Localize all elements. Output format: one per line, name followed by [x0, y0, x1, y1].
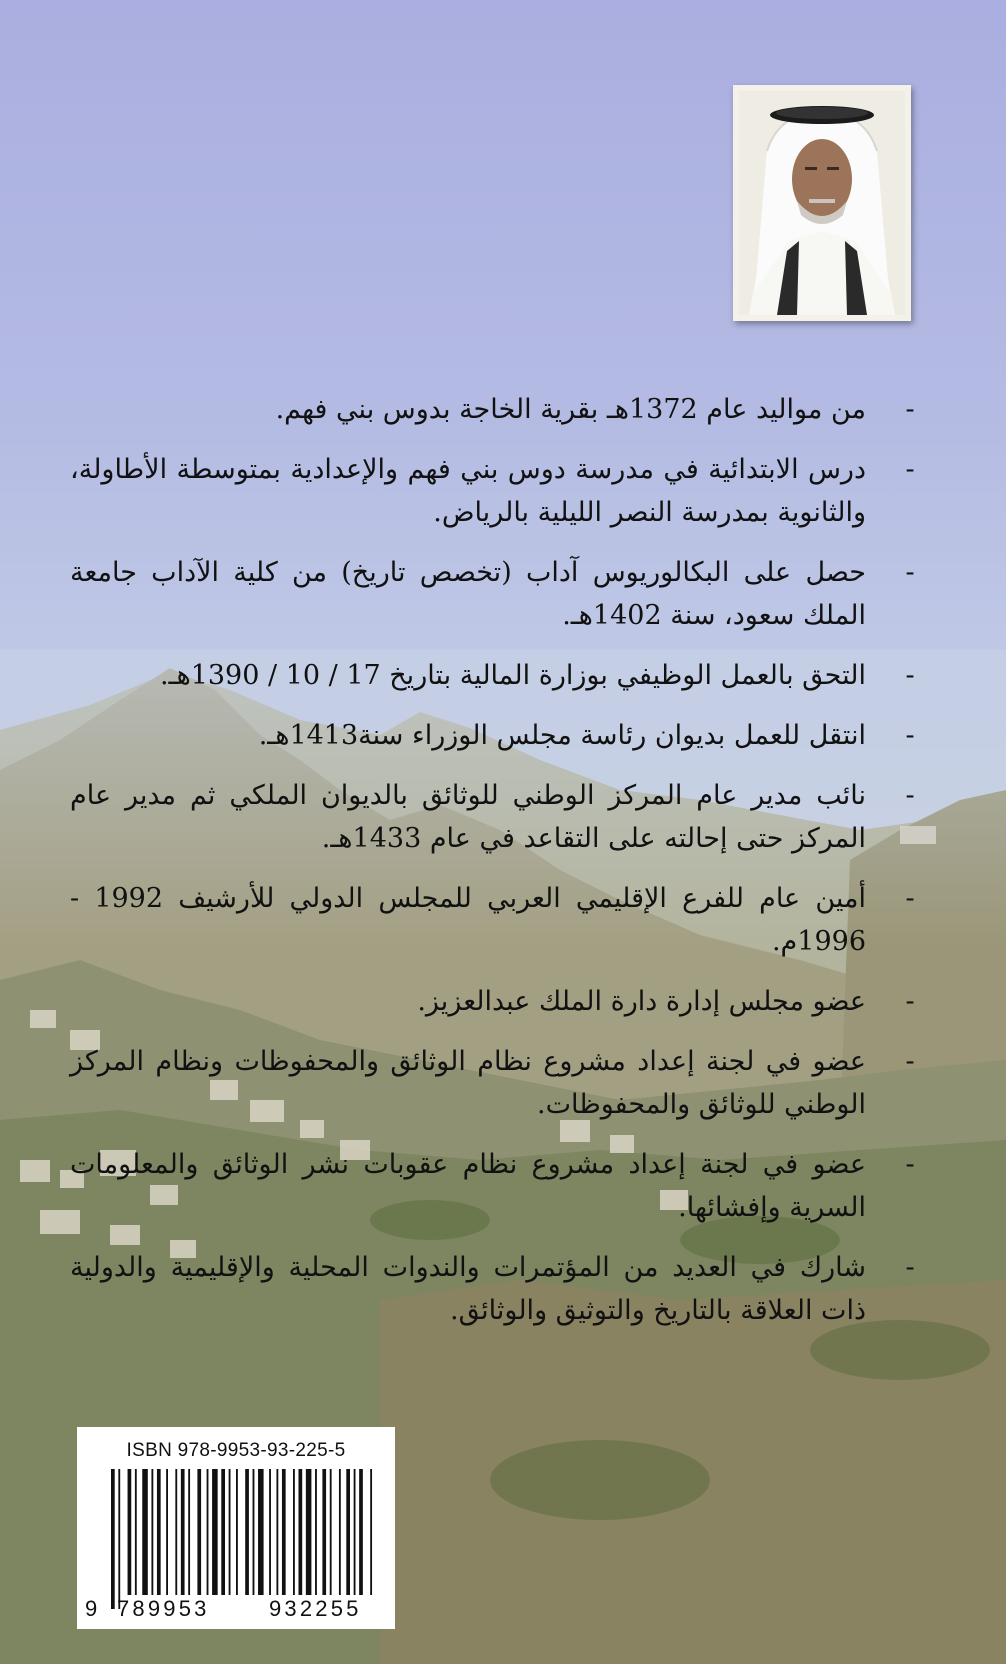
barcode-bar: [118, 1469, 120, 1609]
bio-item-schooling: [70, 448, 920, 534]
bio-item-penalties-committee: [70, 1143, 920, 1229]
barcode-digits-left: 789953: [117, 1596, 210, 1621]
bio-item-darah-board: [70, 980, 920, 1023]
bullet-dash: -: [905, 1252, 915, 1283]
barcode-bar: [299, 1469, 303, 1595]
barcode-bar: [245, 1469, 249, 1595]
barcode-bar: [197, 1469, 201, 1595]
barcode-bar: [306, 1469, 312, 1595]
barcode-bar: [359, 1469, 363, 1595]
bio-item-text: من مواليد عام 1372هـ بقرية الخاجة بدوس بني فهم.: [275, 394, 866, 425]
barcode-bar: [142, 1469, 148, 1595]
barcode-bar: [229, 1469, 231, 1595]
barcode-digit-first: 9: [85, 1596, 101, 1621]
bio-item-documents-committee: [70, 1040, 920, 1126]
barcode-bar: [135, 1469, 137, 1595]
barcode-bar: [276, 1469, 278, 1595]
bio-item-text: حصل على البكالوريوس آداب (تخصص تاريخ) من كلية الآداب جامعة الملك سعود، سنة 1402هـ.: [70, 557, 866, 631]
bio-item-text: درس الابتدائية في مدرسة دوس بني فهم والإعدادية بمتوسطة الأطاولة، والثانوية بمدرسة النصر الليلية بالرياض.: [70, 454, 866, 528]
barcode-bar: [370, 1469, 372, 1595]
bullet-dash: -: [905, 394, 915, 425]
bullet-dash: -: [905, 660, 915, 691]
barcode-digits-right: 932255: [269, 1596, 362, 1621]
barcode-bar: [322, 1469, 326, 1595]
bullet-dash: -: [905, 780, 915, 811]
barcode-bar: [236, 1469, 238, 1595]
bullet-dash: -: [905, 986, 915, 1017]
bullet-dash: -: [905, 720, 915, 751]
author-biography-list: [70, 388, 920, 1349]
bullet-dash: -: [905, 883, 915, 914]
bio-item-archives-branch: [70, 877, 920, 963]
bio-item-text: عضو في لجنة إعداد مشروع نظام الوثائق والمحفوظات ونظام المركز الوطني للوثائق والمحفوظات.: [70, 1046, 866, 1120]
author-photo: [733, 85, 911, 321]
barcode-bar: [346, 1469, 350, 1595]
barcode-bar: [175, 1469, 177, 1595]
barcode-bar: [157, 1469, 161, 1595]
bio-item-text: أمين عام للفرع الإقليمي العربي للمجلس الدولي للأرشيف 1992 - 1996م.: [70, 883, 866, 957]
barcode-bar: [354, 1469, 356, 1595]
barcode-bar: [188, 1469, 190, 1595]
bio-item-text: التحق بالعمل الوظيفي بوزارة المالية بتاريخ 17 / 10 / 1390هـ.: [159, 660, 866, 691]
bullet-dash: -: [905, 557, 915, 588]
barcode-bar: [207, 1469, 209, 1595]
barcode-bar: [212, 1469, 218, 1595]
bio-item-text: شارك في العديد من المؤتمرات والندوات المحلية والإقليمية والدولية ذات العلاقة بالتاريخ والتوثيق والوثائق.: [70, 1252, 866, 1326]
barcode-bar: [151, 1469, 153, 1595]
bio-item-bachelor: [70, 551, 920, 637]
bullet-dash: -: [905, 454, 915, 485]
bio-item-national-center: [70, 774, 920, 860]
barcode-bar: [282, 1469, 286, 1595]
barcode-bar: [315, 1469, 317, 1595]
isbn-barcode-label: [77, 1427, 395, 1629]
barcode-bar: [111, 1469, 115, 1609]
bio-item-text: نائب مدير عام المركز الوطني للوثائق بالديوان الملكي ثم مدير عام المركز حتى إحالته على التقاعد في عام 1433هـ.: [70, 780, 866, 854]
bullet-dash: -: [905, 1046, 915, 1077]
barcode-bar: [166, 1469, 168, 1595]
bio-item-council-of-ministers: [70, 714, 920, 757]
bio-item-birth: [70, 388, 920, 431]
bio-item-text: عضو مجلس إدارة دارة الملك عبدالعزيز.: [417, 986, 866, 1017]
bio-item-finance-ministry: [70, 654, 920, 697]
barcode-bar: [339, 1469, 341, 1595]
bio-item-conferences: [70, 1246, 920, 1332]
bullet-dash: -: [905, 1149, 915, 1180]
barcode-bar: [181, 1469, 185, 1595]
barcode-bar: [128, 1469, 132, 1595]
barcode-bar: [330, 1469, 332, 1595]
barcode-bar: [221, 1469, 225, 1595]
bio-item-text: عضو في لجنة إعداد مشروع نظام عقوبات نشر الوثائق والمعلومات السرية وإفشائها.: [70, 1149, 866, 1223]
isbn-number: ISBN 978-9953-93-225-5: [126, 1440, 346, 1461]
bio-item-text: انتقل للعمل بديوان رئاسة مجلس الوزراء سنة1413هـ.: [258, 720, 866, 751]
barcode-bar: [269, 1469, 271, 1595]
barcode-bar: [253, 1469, 255, 1595]
barcode-bar: [293, 1469, 295, 1595]
barcode-bar: [258, 1469, 264, 1595]
